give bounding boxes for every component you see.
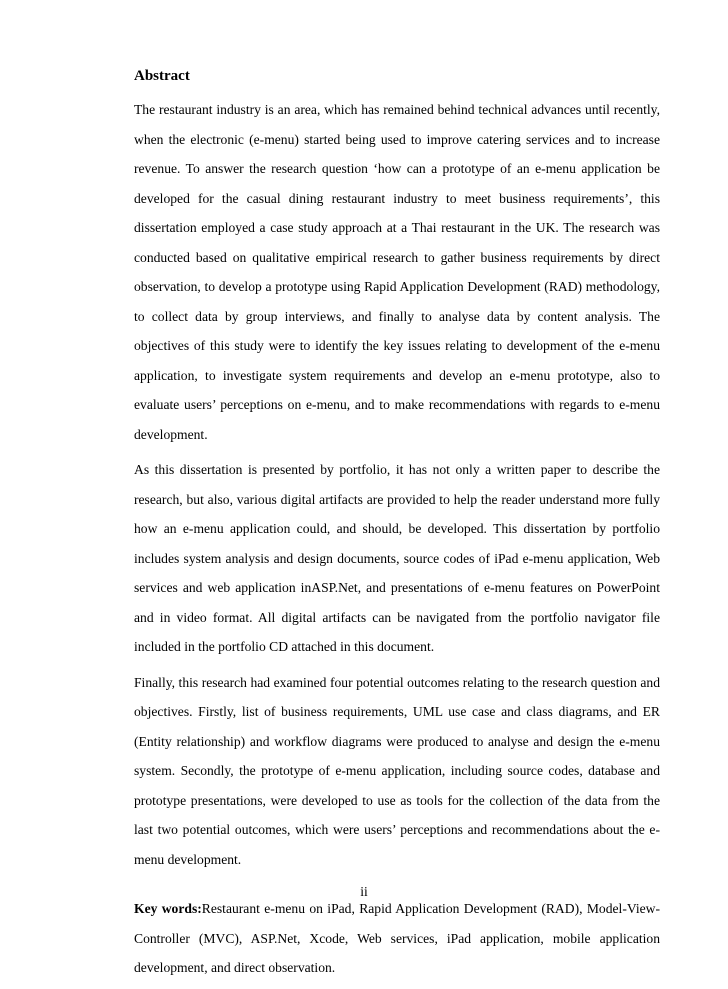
abstract-paragraph-3: Finally, this research had examined four potential outcomes relating to the research question and objectives. Firstly, list of business requirements, UML use case and class diagrams, and ER (Entity relationship) and workflow diagrams were produced to analyse and design the e-menu system. Secondly, the prototype of e-menu application, including source codes, database and prototype presentations, were developed to use as tools for the collection of the data from the last two potential outcomes, which were users’ perceptions and recommendations about the e-menu development. [134, 674, 660, 867]
keywords-paragraph [134, 894, 660, 983]
keywords-text: Restaurant e-menu on iPad, Rapid Application Development (RAD), Model-View-Controller (MVC), ASP.Net, Xcode, Web services, iPad application, mobile application development, and direct observation. [134, 901, 661, 975]
keywords-label: Key words: [134, 901, 202, 916]
abstract-paragraph-1: The restaurant industry is an area, which has remained behind technical advances until recently, when the electronic (e-menu) started being used to improve catering services and to increase revenue. To answer the research question ‘how can a prototype of an e-menu application be developed for the casual dining restaurant industry to meet business requirements’, this dissertation employed a case study approach at a Thai restaurant in the UK. The research was conducted based on qualitative empirical research to gather business requirements by direct observation, to develop a prototype using Rapid Application Development (RAD) methodology, to collect data by group interviews, and finally to analyse data by content analysis. The objectives of this study were to identify the key issues relating to development of the e-menu application, to investigate system requirements and develop an e-menu prototype, also to evaluate users’ perceptions on e-menu, and to make recommendations with regards to e-menu development. [134, 102, 660, 442]
abstract-paragraph-2: As this dissertation is presented by portfolio, it has not only a written paper to describe the research, but also, various digital artifacts are provided to help the reader understand more fully how an e-menu application could, and should, be developed. This dissertation by portfolio includes system analysis and design documents, source codes of iPad e-menu application, Web services and web application inASP.Net, and presentations of e-menu features on PowerPoint and in video format. All digital artifacts can be navigated from the portfolio navigator file included in the portfolio CD attached in this document. [134, 462, 660, 654]
abstract-section [134, 64, 660, 989]
page-number: ii [360, 884, 368, 899]
abstract-heading: Abstract [134, 68, 190, 84]
